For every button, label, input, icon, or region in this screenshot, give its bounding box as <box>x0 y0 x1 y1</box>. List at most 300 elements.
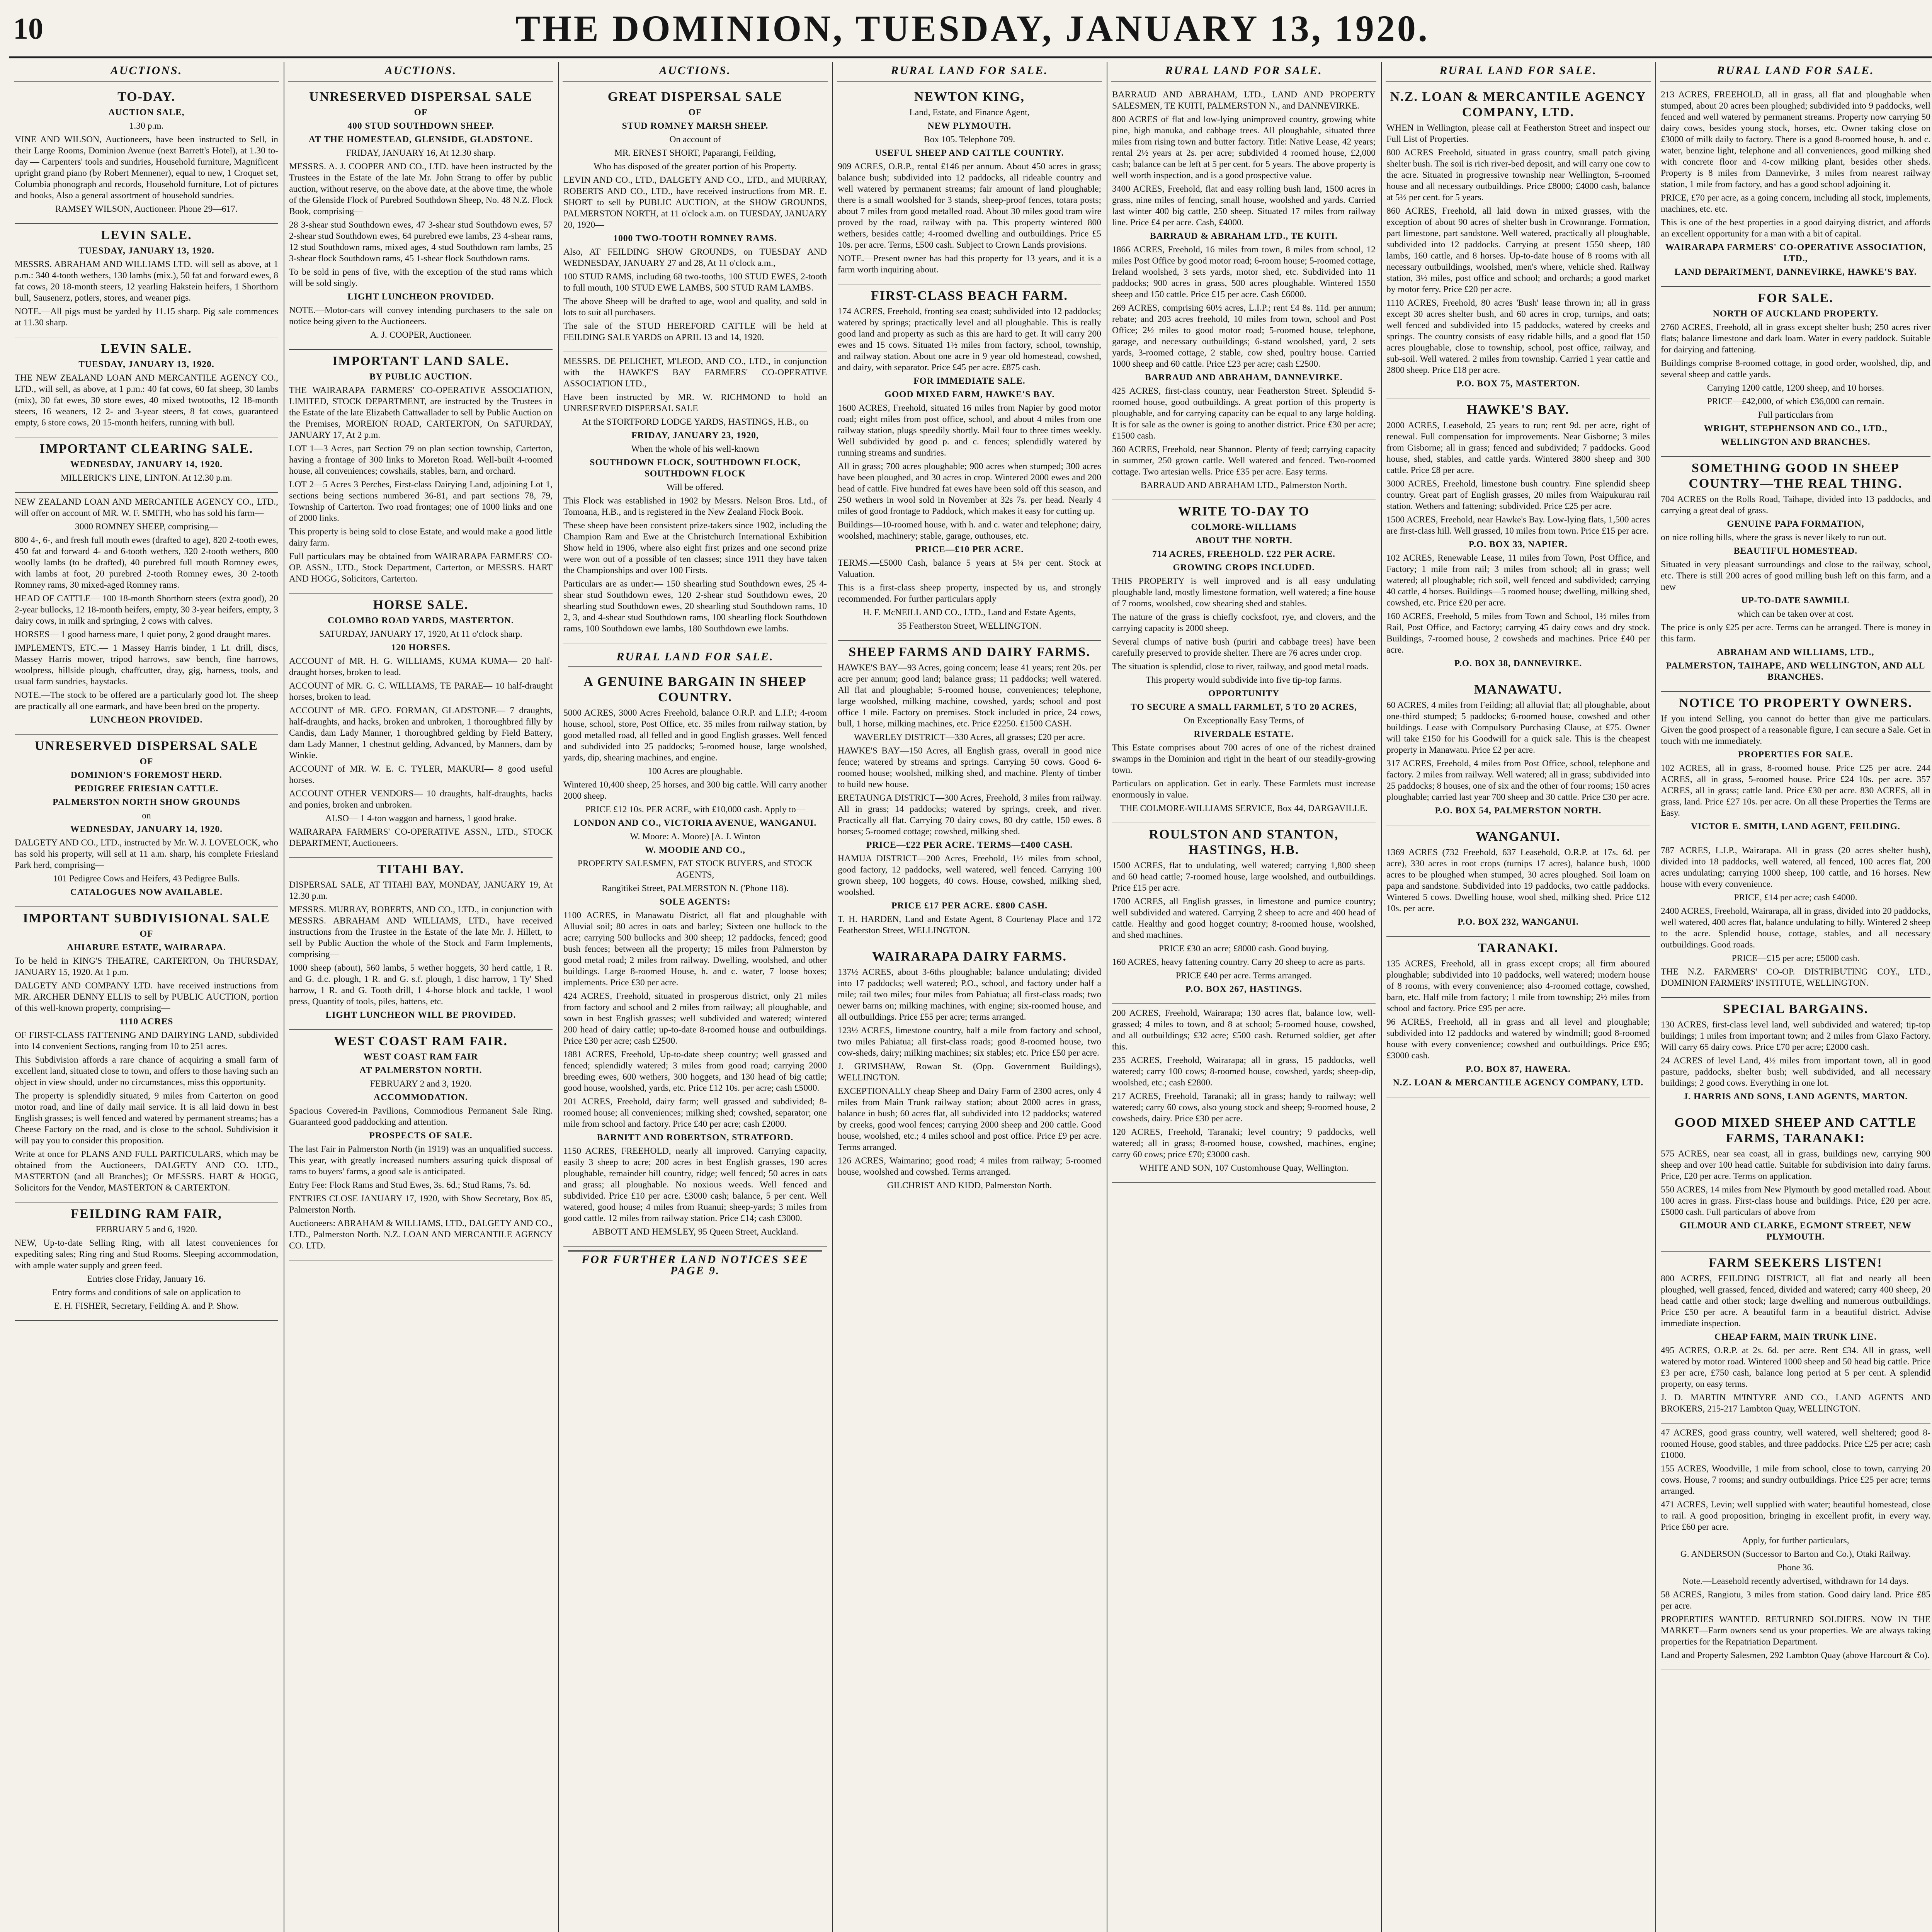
advertisement <box>15 437 278 493</box>
ad-line: Entry Fee: Flock Rams and Stud Ewes, 3s. 6d.; Stud Rams, 7s. 6d. <box>289 1180 531 1190</box>
ad-line: 102 ACRES, Renewable Lease, 11 miles from Town, Post Office, and Factory; 1 mile from rail; 3 miles from school; all in grass; well watered; all ploughable; rich soil, well fenced and subdivided; carrying 40 cattle, 4 horses. Buildings—5 roomed house; dwelling, milking shed, cowshed, etc. Price £20 per acre. <box>1386 553 1650 608</box>
ad-line: 424 ACRES, Freehold, situated in prosperous district, only 21 miles from factory and school and 2 miles from railway; all ploughable, and sown in best English grasses; well subdivided and watered; wintered 200 head of dairy cattle; up-to-date 8-roomed house and outbuildings. Price £30 per acre; cash £2500. <box>563 991 827 1046</box>
ad-line: 1881 ACRES, Freehold, Up-to-date sheep country; well grassed and fenced; splendidly watered; 3 miles from good road; carrying 2000 breeding ewes, 600 wethers, 300 hoggets, and 130 head of big cattle; good house, woolshed, yards, etc. Price £12 10s. per acre; cash £5000. <box>563 1049 827 1093</box>
ad-line: WRIGHT, STEPHENSON AND CO., LTD., <box>1704 423 1888 434</box>
ad-line: NEW, Up-to-date Selling Ring, with all latest conveniences for expediting sales; Ring ring and Stud Rooms. Sleeping accommodation, with ample water supply and green feed. <box>15 1238 278 1270</box>
ad-line: Entry forms and conditions of sale on application to <box>52 1287 241 1298</box>
ad-line: FOR IMMEDIATE SALE. <box>913 376 1026 386</box>
ad-line: UNRESERVED DISPERSAL SALE <box>309 90 532 104</box>
ad-line: 126 ACRES, Waimarino; good road; 4 miles from railway; 5-roomed house, woolshed and cowshed. Terms arranged. <box>838 1156 1101 1177</box>
advertisement <box>1661 998 1930 1111</box>
ad-line: Write at once for PLANS AND FULL PARTICULARS, which may be obtained from the Auctioneers, DALGETY AND CO. LTD., MASTERTON (and all Branches); Or MESSRS. HART & HOGG, Solicitors for the Vendor, MASTERTON & CARTERTON. <box>15 1149 278 1193</box>
ad-line: 120 HORSES. <box>391 643 451 653</box>
ad-line: HORSE SALE. <box>373 598 469 612</box>
ad-line: OF <box>139 929 153 939</box>
ad-line: The nature of the grass is chiefly cocksfoot, rye, and clovers, and the carrying capacity is 2000 sheep. <box>1112 612 1376 633</box>
ad-line: 2000 ACRES, Leasehold, 25 years to run; rent 9d. per acre, right of renewal. Full compensation for improvements. Near Gisborne; 3 miles from Gisborne; all in grass; fenced and subdivided; 7 paddocks. Good house, shed, stables, and cattle yards. Wintered 3800 sheep and 300 cattle. Price £8 per acre. <box>1386 420 1650 475</box>
ad-line: LOT 2—5 Acres 3 Perches, First-class Dairying Land, adjoining Lot 1, sections being sections numbered 36-81, and part sections 78, 79, Township of Carterton. Two road frontages; one of 1000 links and one of 2000 links. <box>289 480 553 523</box>
ad-line: THE COLMORE-WILLIAMS SERVICE, Box 44, DARGAVILLE. <box>1120 803 1367 813</box>
ad-line: MANAWATU. <box>1474 682 1562 697</box>
ad-line: GILCHRIST AND KIDD, Palmerston North. <box>887 1180 1052 1190</box>
advertisement <box>289 350 553 594</box>
advertisement <box>289 1030 553 1260</box>
advertisement <box>289 858 553 1030</box>
ad-line: NOTE.—Motor-cars will convey intending purchasers to the sale on notice being given to the Auctioneers. <box>289 305 553 327</box>
ad-line: HAWKE'S BAY—150 Acres, all English grass, overall in good nice fence; watered by streams and springs. Carrying 50 cows. Good 6-roomed house; woolshed, milking shed, and machine. Plenty of timber to build new house. <box>838 746 1101 789</box>
page-number: 10 <box>13 12 43 45</box>
ad-line: GROWING CROPS INCLUDED. <box>1173 563 1315 573</box>
ad-line: CHEAP FARM, MAIN TRUNK LINE. <box>1714 1332 1877 1342</box>
ad-line: This Flock was established in 1902 by Messrs. Nelson Bros. Ltd., of Tomoana, H.B., and is registered in the New Zealand Flock Book. <box>563 496 827 517</box>
ad-line: STUD ROMNEY MARSH SHEEP. <box>622 121 769 131</box>
ad-line: Auctioneers: ABRAHAM & WILLIAMS, LTD., DALGETY AND CO., LTD., Palmerston North. N.Z. LOAN AND MERCANTILE AGENCY CO. LTD. <box>289 1218 553 1251</box>
ad-line: 1100 ACRES, in Manawatu District, all flat and ploughable with Alluvial soil; 80 acres in oats and barley; Sixteen one bullock to the acre; carrying 500 bullocks and 300 sheep; 12 paddocks, fenced; good bush fences; between all the property; 15 miles from Palmerston by good metal road; 2 miles from railway. Dwelling, woolshed, and other buildings. Large 8-roomed House, h. and c. water, 7 loose boxes; implements. Price £30 per acre. <box>563 910 827 988</box>
advertisement <box>1661 85 1930 287</box>
ad-line: 96 ACRES, Freehold, all in grass and all level and ploughable; subdivided into 12 paddocks and watered by windmill; good 8-roomed house with every convenience; cowshed and outbuildings. Price £95; £3000 cash. <box>1386 1017 1650 1061</box>
ad-line: Full particulars from <box>1758 410 1833 420</box>
column-body <box>1655 85 1932 1670</box>
advertisement <box>15 907 278 1202</box>
advertisement <box>289 85 553 350</box>
ad-line: PROPERTIES WANTED. RETURNED SOLDIERS. NOW IN THE MARKET—Farm owners send us your properties. We are always taking properties for the Repatriation Department. <box>1661 1614 1930 1647</box>
ad-line: IMPORTANT LAND SALE. <box>332 354 509 368</box>
ad-line: Land, Estate, and Finance Agent, <box>909 107 1030 117</box>
ad-line: 317 ACRES, Freehold, 4 miles from Post Office, school, telephone and factory. 2 miles from railway. Well watered; all in grass; subdivided into 25 paddocks; 8 houses, one of six and the other of four rooms; 150 acres ploughable; carried last year 700 sheep and 30 cattle. Price £30 per acre. <box>1386 759 1650 802</box>
ad-line: J. D. MARTIN M'INTYRE AND CO., LAND AGENTS AND BROKERS, 215-217 Lambton Quay, WELLINGTON. <box>1661 1393 1930 1414</box>
ad-line: FEBRUARY 5 and 6, 1920. <box>95 1225 197 1235</box>
ad-line: 47 ACRES, good grass country, well watered, well sheltered; good 8-roomed House, good stables, and three paddocks. Price £25 per acre; cash £1000. <box>1661 1428 1930 1460</box>
ad-line: 200 ACRES, Freehold, Wairarapa; 130 acres flat, balance low, well-grassed; 4 miles to town, and 8 at school; 5-roomed house, cowshed, and all outbuildings; £32 acre; £500 cash. Returned soldier, get after this. <box>1112 1008 1376 1052</box>
ad-line: N.Z. LOAN & MERCANTILE AGENCY COMPANY, LTD. <box>1390 90 1646 119</box>
ad-line: GOOD MIXED SHEEP AND CATTLE FARMS, TARANAKI: <box>1674 1116 1917 1145</box>
ad-line: 1369 ACRES (732 Freehold, 637 Leasehold, O.R.P. at 17s. 6d. per acre), 330 acres in root crops (turnips 17 acres), balance bush, 1000 acres to be ploughed when stumped, 30 acres ploughed. Soil loam on papa and sandstone. Subdivided into 19 paddocks, two cattle paddocks. Wintered 5 cows. Dwelling house, wool shed, milking shed. Price £12 10s. per acre. <box>1386 847 1650 913</box>
ad-line: ACCOUNT of MR. G. C. WILLIAMS, TE PARAE— 10 half-draught horses, broken to lead. <box>289 681 553 702</box>
masthead-rule <box>9 56 1932 58</box>
advertisement <box>563 85 827 352</box>
ad-line: The price is only £25 per acre. Terms can be arranged. There is money in this farm. <box>1661 622 1930 644</box>
ad-line: WAIRARAPA FARMERS' CO-OPERATIVE ASSOCIATION, LTD., <box>1665 242 1926 264</box>
advertisement <box>1386 825 1650 937</box>
ad-line: 120 ACRES, Freehold, Taranaki; level country; 9 paddocks, well watered; all in grass; 8-roomed house, cowshed, machines, engine; carry 60 cows; price £70; £3000 cash. <box>1112 1127 1376 1160</box>
ad-line: 1000 TWO-TOOTH ROMNEY RAMS. <box>613 233 777 243</box>
ad-line: 100 STUD RAMS, including 68 two-tooths, 100 STUD EWES, 2-tooth to full mouth, 100 STUD EWE LAMBS, 500 STUD RAM LAMBS. <box>563 272 827 293</box>
column-rule <box>832 62 833 1932</box>
ad-line: 213 ACRES, FREEHOLD, all in grass, all flat and ploughable when stumped, about 20 acres been ploughed; subdivided into 9 paddocks, well fenced and well watered by permanent streams. Property now carrying 50 dairy cows, besides young stock, horses, etc. Owner taking close on £3000 of milk daily to factory. There is a good 8-roomed house, h. and c. water, benzine light, telephone and all conveniences, good milking shed with concrete floor and 4-cow milking plant, besides other sheds. Property is 8 miles from Dannevirke, 3 miles from nearest railway station, 1 mile from factory, and has a good school adjoining it. <box>1661 90 1930 189</box>
column-body <box>558 85 832 1280</box>
ad-line: TO-DAY. <box>117 90 175 104</box>
ad-line: ACCOUNT of MR. W. E. C. TYLER, MAKURI— 8 good useful horses. <box>289 764 553 785</box>
ad-line: 2400 ACRES, Freehold, Wairarapa, all in grass, divided into 20 paddocks, well watered, 400 acres flat, balance undulating to hilly. Wintered 2 sheep to the acre. Splendid house, cottage, stables, and all necessary outbuildings. Good roads. <box>1661 906 1931 950</box>
ad-line: 1110 ACRES, Freehold, 80 acres 'Bush' lease thrown in; all in grass except 30 acres shelter bush, and 60 acres in crop, turnips, and oats; well fenced and subdivided into 15 paddocks, watered by creeks and springs. The country consists of easy ridable hills, and a good flat 150 acres ploughable, close to township, school, post office, railway, and sub-soil. Well watered. 2 miles from township. Carried 1 year cattle and 2800 sheep. Price £18 per acre. <box>1386 298 1650 375</box>
ad-line: PROSPECTS OF SALE. <box>369 1131 473 1141</box>
ad-line: P.O. BOX 75, MASTERTON. <box>1456 379 1580 389</box>
ad-line: 130 ACRES, first-class level land, well subdivided and watered; tip-top buildings; 1 miles from important town; and 2 miles from Glaxo Factory. Will carry 65 dairy cows. Price £70 per acre; £2000 cash. <box>1661 1020 1930 1052</box>
ad-line: NEWTON KING, <box>914 90 1025 104</box>
ad-line: ENTRIES CLOSE JANUARY 17, 1920, with Show Secretary, Box 85, Palmerston North. <box>289 1194 553 1215</box>
ad-line: The property is splendidly situated, 9 miles from Carterton on good motor road, and line of daily mail service. It is all laid down in best English grasses; is well fenced and watered by permanent streams; has a Cheese Factory on the road, and is close to the school. Subdivision it will pay you to consider this proposition. <box>15 1091 278 1146</box>
ad-line: 425 ACRES, first-class country, near Featherston Street. Splendid 5-roomed house, good outbuildings. A great portion of this property is ploughable, and for carrying capacity can be equal to any large holding. It is for sale as the owner is going to another district. Price £30 per acre; £1500 cash. <box>1112 386 1376 441</box>
ad-line: which can be taken over at cost. <box>1737 609 1854 619</box>
advertisement <box>1386 398 1650 678</box>
ad-line: LOT 1—3 Acres, part Section 79 on plan section township, Carterton, having a frontage of 300 links to Moreton Road. Well-built 4-roomed house, all conveniences; cowshails, stables, barn, and orchard. <box>289 444 553 476</box>
ad-line: DISPERSAL SALE, AT TITAHI BAY, MONDAY, JANUARY 19, At 12.30 p.m. <box>289 880 553 901</box>
ad-line: P.O. BOX 87, HAWERA. <box>1466 1064 1571 1074</box>
advertisement <box>15 85 278 224</box>
ad-line: DALGETY AND COMPANY LTD. have received instructions from MR. ARCHER DENNY ELLIS to sell by PUBLIC AUCTION, portion of this well-known property, comprising— <box>15 981 278 1013</box>
ad-line: On Exceptionally Easy Terms, of <box>1184 716 1304 726</box>
ad-line: 235 ACRES, Freehold, Wairarapa; all in grass, 15 paddocks, well watered; carry 100 cows; 8-roomed house, cowshed, yards; sheep-dip, woolshed, etc.; cash £2800. <box>1112 1055 1376 1088</box>
ad-line: To be held in KING'S THEATRE, CARTERTON, On THURSDAY, JANUARY 15, 1920. At 1 p.m. <box>15 956 278 977</box>
ad-line: W. Moore: A. Moore) [A. J. Winton <box>630 832 760 842</box>
column-body <box>1107 85 1381 1183</box>
advertisement <box>838 85 1101 284</box>
ad-line: GREAT DISPERSAL SALE <box>607 90 783 104</box>
ad-line: J. GRIMSHAW, Rowan St. (Opp. Government Buildings), WELLINGTON. <box>838 1061 1101 1083</box>
ad-line: The sale of the STUD HEREFORD CATTLE will be held at FEILDING SALE YARDS on APRIL 13 and 14, 1920. <box>563 321 827 342</box>
ad-line: 3400 ACRES, Freehold, flat and easy rolling bush land, 1500 acres in grass, nine miles of fencing, small house, woolshed and yards. Carried last winter 400 big cattle, 250 sheep. Situated 17 miles from railway line. Price £4 per acre. Cash, £4000. <box>1112 184 1376 228</box>
advertisement <box>563 352 827 643</box>
ad-line: Apply, for further particulars, <box>1742 1536 1849 1546</box>
ad-line: FEBRUARY 2 and 3, 1920. <box>370 1079 472 1089</box>
ad-line: 160 ACRES, Freehold, 5 miles from Town and School, 1½ miles from Rail, Post Office, and Factory; carrying 45 dairy cows and dry stock. Buildings, 7-roomed house, 2 cowsheds and machines. Price £40 per acre. <box>1386 611 1650 655</box>
ad-line: 155 ACRES, Woodville, 1 mile from school, close to town, carrying 20 cows. House, 7 rooms; and sundry outbuildings. Price £25 per acre; terms arranged. <box>1661 1464 1930 1496</box>
ad-line: FEILDING RAM FAIR, <box>71 1207 222 1221</box>
classified-columns <box>9 62 1932 1932</box>
column-4 <box>832 62 1107 1932</box>
ad-line: COLOMBO ROAD YARDS, MASTERTON. <box>327 616 514 626</box>
ad-line: LAND DEPARTMENT, DANNEVIRKE, HAWKE'S BAY. <box>1674 267 1917 277</box>
ad-line: 714 ACRES, FREEHOLD. £22 PER ACRE. <box>1152 549 1336 559</box>
ad-line: NEW ZEALAND LOAN AND MERCANTILE AGENCY CO., LTD., will offer on account of MR. W. F. SMITH, who has sold his farm— <box>15 497 278 518</box>
ad-line: NOTE.—Present owner has had this property for 13 years, and it is a farm worth inquiring about. <box>838 253 1101 275</box>
ad-line: THE NEW ZEALAND LOAN AND MERCANTILE AGENCY CO., LTD., will sell, as above, at 1 p.m.: 40 fat cows, 60 fat sheep, 30 lambs (mix), 30 fat ewes, 30 store ewes, 40 mixed twotooths, 12 18-month steers, 16 weaners, 12 2- and 3-year steers, 8 fat cows, guaranteed empty, 6 store cows, 20 15-month heifers, running with bull. <box>15 373 278 428</box>
ad-line: RAMSEY WILSON, Auctioneer. Phone 29—617. <box>55 204 238 214</box>
ad-line: 135 ACRES, Freehold, all in grass except crops; all firm aboured ploughable; subdivided into 10 paddocks, well watered; modern house of 8 rooms, with every convenience; also 4-roomed cottage, cowshed, barn, etc. Half mile from factory; 1 mile from township; 2½ miles from school and factory. Price £95 per acre. <box>1386 959 1650 1014</box>
ad-line: To be sold in pens of five, with the exception of the stud rams which will be sold singly. <box>289 267 553 288</box>
ad-line: Rangitikei Street, PALMERSTON N. ('Phone 118). <box>602 883 789 893</box>
ad-line: P.O. BOX 54, PALMERSTON NORTH. <box>1435 806 1602 816</box>
ad-line: 909 ACRES, O.R.P., rental £146 per annum. About 450 acres in grass; balance bush; subdivided into 12 paddocks, all rideable country and well watered by permanent streams; fair amount of land ploughable; there is a small woolshed for 3 stands, sheep-proof fences, totara posts; about 7 miles from good metalled road. About 30 miles good tram wire proved by the road, railway with pa. This property wintered 800 wethers, besides cattle; 4-roomed dwelling and outbuildings. Price £5 10s. per acre. Terms, £500 cash. Subject to Crown Lands provisions. <box>838 162 1101 250</box>
ad-line: WEST COAST RAM FAIR <box>363 1052 478 1062</box>
ad-line: PROPERTY SALESMEN, FAT STOCK BUYERS, and STOCK AGENTS, <box>577 859 813 880</box>
ad-line: 800 ACRES of flat and low-lying unimproved country, growing white pine, high manuka, and cabbage trees. All ploughable, situated three miles from rising town and butter factory. Title: Native Lease, 42 years; rental 2½ years at 2s. per acre; subdivided 4 roomed house, £2,000 cash; balance can be left at 5 per cent. for 5 years. The above property is well worth inspection, and is a good prospective value. <box>1112 114 1376 180</box>
section-heading: RURAL LAND FOR SALE. <box>568 649 822 667</box>
ad-line: on <box>142 811 151 821</box>
ad-line: BEAUTIFUL HOMESTEAD. <box>1733 546 1858 556</box>
ad-line: Also, AT FEILDING SHOW GROUNDS, on TUESDAY AND WEDNESDAY, JANUARY 27 and 28, At 11 o'clock a.m., <box>563 247 827 268</box>
advertisement <box>1386 85 1650 398</box>
advertisement <box>1661 457 1930 692</box>
ad-line: ACCOUNT of MR. GEO. FORMAN, GLADSTONE— 7 draughts, half-draughts, and hacks, broken and unbroken, 1 thoroughbred filly by Candis, dam Lady Manner, 1 thoroughbred gelding by Field Battery, dam Lady Manner, 1 chestnut gelding, Advanced, by Manners, dam by Winkie. <box>289 706 553 760</box>
column-5 <box>1107 62 1381 1932</box>
ad-line: 1.30 p.m. <box>129 121 164 131</box>
ad-line: NOTE.—The stock to be offered are a particularly good lot. The sheep are practically all one earmark, and have been bred on the property. <box>15 690 278 711</box>
ad-line: A. J. COOPER, Auctioneer. <box>370 330 471 340</box>
ad-line: THIS PROPERTY is well improved and is all easy undulating ploughable land, mostly limestone formation, well watered; a fine house of 7 rooms, woolshed, cow shearing shed and stables. <box>1112 576 1376 609</box>
ad-line: WAVERLEY DISTRICT—330 Acres, all grasses; £20 per acre. <box>854 732 1085 742</box>
ad-line: 2760 ACRES, Freehold, all in grass except shelter bush; 250 acres river flats; balance limestone and dark loam. Water in every paddock. Suitable for dairying and fattening. <box>1661 322 1930 355</box>
ad-line: HAMUA DISTRICT—200 Acres, Freehold, 1½ miles from school, good factory, 12 paddocks, well watered, well fenced. Carrying 100 grown sheep, 100 hoggets, 40 cows. House, cowshed, milking shed, woolshed. <box>838 854 1101 897</box>
ad-line: These sheep have been consistent prize-takers since 1902, including the Champion Ram and Ewe at the Christchurch International Exhibition Show held in 1906, where also eight first prizes and one second prize were won out of a possible of ten classes; since 1911 they have taken the Championships and over 100 Firsts. <box>563 520 827 575</box>
ad-line: IMPLEMENTS, ETC.— 1 Massey Harris binder, 1 Lt. drill, discs, Massey Harris mower, tripod harrows, saw bench, fine harrows, woolpress, hillside plough, chaffcutter, dray, gig, harness, tools, and usual farm sundries, haystacks. <box>15 643 278 687</box>
ad-line: Particulars are as under:— 150 shearling stud Southdown ewes, 25 4-shear stud Southdown ewes, 120 2-shear stud Southdown ewes, 20 shearling stud Southdown ewes, 20 shearling stud Southdown rams, 10 2, 3, and 4-shear stud Southdown rams, 100 shearling flock Southdown rams, 100 Southdown ewe lambs, 180 Southdown ewe lambs. <box>563 579 827 634</box>
ad-line: WHITE AND SON, 107 Customhouse Quay, Wellington. <box>1139 1163 1349 1173</box>
column-heading: AUCTIONS. <box>14 62 279 82</box>
ad-line: FARM SEEKERS LISTEN! <box>1709 1256 1883 1270</box>
ad-line: BARRAUD AND ABRAHAM LTD., Palmerston North. <box>1140 480 1347 490</box>
advertisement <box>1661 1111 1930 1252</box>
ad-line: MESSRS. DE PELICHET, M'LEOD, AND CO., LTD., in conjunction with the HAWKE'S BAY FARMERS' CO-OPERATIVE ASSOCIATION LTD., <box>563 356 827 389</box>
ad-line: BY PUBLIC AUCTION. <box>369 372 472 382</box>
ad-line: CATALOGUES NOW AVAILABLE. <box>70 887 223 897</box>
ad-line: When the whole of his well-known <box>631 444 759 454</box>
ad-line: 269 ACRES, comprising 60½ acres, L.I.P.; rent £4 8s. 11d. per annum; rebate; and 203 acres freehold, 10 miles from town, school and Post Office; 2½ miles to good motor road; 5-roomed house, telephone, garage, and necessary outbuildings; 6-stand woolshed, yard, 2 sets yards, 3-roomed cottage, 2 stable, cow shed, poultry house. Carried 1000 sheep and 60 cattle. Price £23 per acre; cash £2500. <box>1112 303 1376 369</box>
ad-line: All in grass; 700 acres ploughable; 900 acres when stumped; 300 acres have been ploughed, and 30 acres in crop. Wintered 2000 ewes and 200 head of cattle. Five hundred fat ewes have been sold off this season, and 250 wethers in wool sold in November at 32s 7s. per head. Nearly 4 miles of good frontage to Paddock, which makes it easy for cutting up. <box>838 461 1101 516</box>
ad-line: IMPORTANT SUBDIVISIONAL SALE <box>23 911 270 925</box>
advertisement <box>1661 841 1930 998</box>
ad-line: PROPERTIES FOR SALE. <box>1738 750 1853 760</box>
ad-line: Have been instructed by MR. W. RICHMOND to hold an UNRESERVED DISPERSAL SALE <box>563 392 827 413</box>
ad-line: LIGHT LUNCHEON WILL BE PROVIDED. <box>325 1010 516 1020</box>
ad-line: SOLE AGENTS: <box>660 897 731 907</box>
ad-line: PRICE, £14 per acre; cash £4000. <box>1734 893 1857 903</box>
ad-line: This property is being sold to close Estate, and would make a good little dairy farm. <box>289 527 553 548</box>
ad-line: 101 Pedigree Cows and Heifers, 43 Pedigree Bulls. <box>53 874 240 884</box>
column-body <box>9 85 284 1321</box>
masthead <box>9 5 1932 56</box>
ad-line: IMPORTANT CLEARING SALE. <box>39 442 253 456</box>
ad-line: E. H. FISHER, Secretary, Feilding A. and P. Show. <box>54 1301 239 1311</box>
ad-line: DOMINION'S FOREMOST HERD. <box>70 770 223 780</box>
ad-line: PEDIGREE FRIESIAN CATTLE. <box>74 784 219 794</box>
ad-line: Land and Property Salesmen, 292 Lambton Quay (above Harcourt & Co). <box>1661 1650 1930 1660</box>
ad-line: ROULSTON AND STANTON, HASTINGS, H.B. <box>1149 827 1339 857</box>
ad-line: Several clumps of native bush (puriri and cabbage trees) have been carefully preserved to provide shelter. There are 76 acres under crop. <box>1112 637 1376 658</box>
ad-line: WANGANUI. <box>1476 830 1561 844</box>
ad-line: FRIDAY, JANUARY 16, At 12.30 sharp. <box>346 148 496 158</box>
ad-line: HORSES— 1 good harness mare, 1 quiet pony, 2 good draught mares. <box>15 629 271 639</box>
ad-line: PRICE £30 an acre; £8000 cash. Good buying. <box>1158 944 1329 954</box>
ad-line: MESSRS. A. J. COOPER AND CO., LTD. have been instructed by the Trustees in the Estate of the late Mr. John Strang to offer by public auction, without reserve, on the above date, at the above time, the whole of the Glenside Flock of Purebred Southdown Sheep, No. 48 N.Z. Flock Book, comprising— <box>289 162 553 216</box>
ad-line: ACCOUNT OTHER VENDORS— 10 draughts, half-draughts, hacks and ponies, broken and unbroken. <box>289 789 553 810</box>
ad-line: PRICE, £70 per acre, as a going concern, including all stock, implements, machines, etc. etc. <box>1661 193 1930 214</box>
ad-line: G. ANDERSON (Successor to Barton and Co.), Otaki Railway. <box>1680 1549 1911 1559</box>
ad-line: On account of <box>669 134 721 145</box>
ad-line: SOMETHING GOOD IN SHEEP COUNTRY—THE REAL THING. <box>1689 461 1903 491</box>
ad-line: OF <box>139 757 153 767</box>
column-3 <box>558 62 832 1932</box>
ad-line: This property would subdivide into five tip-top farms. <box>1146 675 1342 685</box>
ad-line: WHEN in Wellington, please call at Featherston Street and inspect our Full List of Properties. <box>1386 123 1650 144</box>
advertisement <box>1112 823 1376 1004</box>
ad-line: PRICE £17 PER ACRE. £800 CASH. <box>891 901 1048 911</box>
advertisement <box>289 594 553 858</box>
ad-line: RIVERDALE ESTATE. <box>1194 729 1294 739</box>
ad-line: COLMORE-WILLIAMS <box>1191 522 1297 532</box>
ad-line: ABRAHAM AND WILLIAMS, LTD., <box>1717 647 1874 657</box>
ad-line: This Estate comprises about 700 acres of one of the richest drained swamps in the Dominion and right in the heart of our steadily-growing town. <box>1112 743 1376 775</box>
ad-line: ABOUT THE NORTH. <box>1195 536 1293 546</box>
advertisement <box>838 945 1101 1200</box>
ad-line: ACCOUNT of MR. H. G. WILLIAMS, KUMA KUMA— 20 half-draught horses, broken to lead. <box>289 656 553 677</box>
ad-line: 495 ACRES, O.R.P. at 2s. 6d. per acre. Rent £34. All in grass, well watered by motor road. Wintered 1000 sheep and 50 head big cattle. Price £3 per acre, £750 cash, balance long period at 5 per cent. A splendid property, on easy terms. <box>1661 1345 1930 1389</box>
ad-line: The above Sheep will be drafted to age, wool and quality, and sold in lots to suit all purchasers. <box>563 296 827 318</box>
ad-line: 3000 ROMNEY SHEEP, comprising— <box>75 522 218 532</box>
ad-line: Situated in very pleasant surroundings and close to the railway, school, etc. There is still 200 acres of good milling bush left on this farm, and a new <box>1661 560 1930 592</box>
column-body <box>284 85 558 1260</box>
ad-line: 3000 ACRES, Freehold, limestone bush country. Fine splendid sheep country. Great part of English grasses, 20 miles from Waipukurau rail station. Wethers and fattening; subdivided. Price £25 per acre. <box>1386 479 1650 511</box>
ad-line: T. H. HARDEN, Land and Estate Agent, 8 Courtenay Place and 172 Featherston Street, WELLINGTON. <box>838 914 1101 935</box>
column-heading: AUCTIONS. <box>563 62 828 82</box>
ad-line: OPPORTUNITY <box>1208 689 1279 699</box>
ad-line: TITAHI BAY. <box>377 862 464 876</box>
ad-line: 100 Acres are ploughable. <box>648 766 743 776</box>
ad-line: 800 ACRES, FEILDING DISTRICT, all flat and nearly all been ploughed, well grassed, fenced, divided and watered; carry 400 sheep, 20 head cattle and other stock; large dwelling and numerous outbuildings. Price £50 per acre. A beautiful farm in a beautiful district. Advise immediate inspection. <box>1661 1274 1930 1328</box>
ad-line: 800 4-, 6-, and fresh full mouth ewes (drafted to age), 820 2-tooth ewes, 450 fat and forward 4- and 6-tooth wethers, 320 2-tooth wethers, 800 woolly lambs (to be drafted), 40 purebred full mouth Romney ewes, with lambs at foot, 20 purebred 2-tooth Romney ewes, 30 2-tooth Romney rams, 30 mixed-aged Romney rams. <box>15 535 278 590</box>
ad-line: PALMERSTON NORTH SHOW GROUNDS <box>53 797 240 807</box>
ad-line: 787 ACRES, L.I.P., Wairarapa. All in grass (20 acres shelter bush), divided into 18 paddocks, well watered, all fenced, 100 acres flat, 200 acres undulating; carrying 1000 sheep, 100 cattle, and 16 horses. New house with every convenience. <box>1661 845 1930 889</box>
ad-line: 575 ACRES, near sea coast, all in grass, buildings new, carrying 900 sheep and over 100 head cattle. Suitable for subdivision into dairy farms. Price, £20 per acre. Terms on application. <box>1661 1149 1930 1181</box>
newspaper-title: THE DOMINION, TUESDAY, JANUARY 13, 1920. <box>515 8 1430 49</box>
ad-line: Buildings comprise 8-roomed cottage, in good order, woolshed, dip, and several sheep and cattle yards. <box>1661 358 1930 379</box>
ad-line: H. F. McNEILL AND CO., LTD., Land and Estate Agents, <box>863 607 1076 617</box>
ad-line: J. HARRIS AND SONS, LAND AGENTS, MARTON. <box>1683 1092 1908 1102</box>
ad-line: EXCEPTIONALLY cheap Sheep and Dairy Farm of 2300 acres, only 4 miles from Main Trunk railway station; about 2000 acres in grass, balance in bush; 60 acres flat, all subdivided into 12 paddocks; watered by creeks, good wool fences; carrying 2000 sheep and 200 cattle. Good house, woolshed, etc.; 4 miles school and post office. Price £9 per acre. Terms arranged. <box>838 1086 1101 1152</box>
advertisement <box>1661 287 1930 457</box>
ad-line: TARANAKI. <box>1478 941 1559 955</box>
advertisement <box>1112 500 1376 823</box>
ad-line: WAIRARAPA FARMERS' CO-OPERATIVE ASSN., LTD., STOCK DEPARTMENT, Auctioneers. <box>289 827 553 848</box>
ad-line: 24 ACRES of level Land, 4½ miles from important town, all in good pasture, paddocks, shelter bush; well subdivided, and all necessary buildings; 2 good cows. Everything in one lot. <box>1661 1056 1930 1088</box>
advertisement <box>1661 1423 1930 1670</box>
column-7 <box>1655 62 1932 1932</box>
ad-line: AT THE HOMESTEAD, GLENSIDE, GLADSTONE. <box>308 134 533 145</box>
column-body <box>832 85 1107 1200</box>
ad-line: WEDNESDAY, JANUARY 14, 1920. <box>70 459 223 469</box>
advertisement <box>1112 1004 1376 1183</box>
ad-line: 58 ACRES, Rangiotu, 3 miles from station. Good dairy land. Price £85 per acre. <box>1661 1590 1930 1611</box>
ad-line: GOOD MIXED FARM, HAWKE'S BAY. <box>884 389 1055 400</box>
ad-line: UP-TO-DATE SAWMILL <box>1741 595 1850 605</box>
ad-line: USEFUL SHEEP AND CATTLE COUNTRY. <box>875 148 1064 158</box>
ad-line: GILMOUR AND CLARKE, EGMONT STREET, NEW PLYMOUTH. <box>1679 1221 1912 1242</box>
ad-line: WEST COAST RAM FAIR. <box>334 1034 508 1048</box>
ad-line: SATURDAY, JANUARY 17, 1920, At 11 o'clock sharp. <box>319 629 522 639</box>
ad-line: This Subdivision affords a rare chance of acquiring a small farm of excellent land, situated close to town, and offers to those having such an object in view should, under no circumstances, miss this opportunity. <box>15 1055 278 1087</box>
ad-line: AT PALMERSTON NORTH. <box>359 1065 482 1075</box>
ad-line: N.Z. LOAN & MERCANTILE AGENCY COMPANY, LTD. <box>1393 1078 1644 1088</box>
ad-line: PRICE—£10 PER ACRE. <box>915 544 1024 554</box>
ad-line: LONDON AND CO., VICTORIA AVENUE, WANGANUI. <box>573 818 817 828</box>
ad-line: Entries close Friday, January 16. <box>87 1274 206 1284</box>
ad-line: 1500 ACRES, flat to undulating, well watered; carrying 1,800 sheep and 60 head cattle; 7-roomed house, large woolshed, and outbuildings. Price £15 per acre. <box>1112 861 1376 893</box>
ad-line: MILLERICK'S LINE, LINTON. At 12.30 p.m. <box>61 473 232 483</box>
column-rule <box>1655 62 1656 1932</box>
ad-line: DALGETY AND CO., LTD., instructed by Mr. W. J. LOVELOCK, who has sold his property, will sell at 11 a.m. sharp, his complete Friesland Park herd, comprising— <box>15 838 278 870</box>
ad-line: BARNITT AND ROBERTSON, STRATFORD. <box>597 1133 794 1143</box>
advertisement <box>15 337 278 437</box>
advertisement <box>838 641 1101 945</box>
advertisement <box>838 284 1101 641</box>
ad-line: 800 ACRES Freehold, situated in grass country, small patch giving shelter bush. The soil is rich river-bed deposit, and will carry one cow to the acre. Situated in progressive township near Wellington, 5-roomed house and all necessary outbuildings. Price £8000; £4000 cash, balance at 5½ per cent. for 5 years. <box>1386 148 1650 202</box>
ad-line: This is a first-class sheep property, inspected by us, and strongly recommended. For further particulars apply <box>838 583 1101 604</box>
ad-line: THE N.Z. FARMERS' CO-OP. DISTRIBUTING COY., LTD., DOMINION FARMERS' INSTITUTE, WELLINGTON. <box>1661 967 1930 988</box>
column-heading: RURAL LAND FOR SALE. <box>837 62 1102 82</box>
ad-line: 28 3-shear stud Southdown ewes, 47 3-shear stud Southdown ewes, 57 2-shear stud Southdown ewes, 64 purebred ewe lambs, 23 4-shear rams, 12 stud Southdown rams, mixed ages, 4 stud Southdown ram lambs, 25 3-shear flock Southdown rams, 45 1-shear flock Southdown rams. <box>289 220 553 264</box>
ad-line: on nice rolling hills, where the grass is never likely to run out. <box>1661 532 1886 543</box>
ad-line: 60 ACRES, 4 miles from Feilding; all alluvial flat; all ploughable, about one-third stumped; 5 paddocks; 6-roomed house, cowshed and other buildings. Lease with Compulsory Purchasing Clause, at £75. Owner will take £150 for his Goodwill for a quick sale. This is the cheapest property in Manawatu. Price £2 per acre. <box>1386 700 1650 755</box>
ad-line: 1110 ACRES <box>119 1017 173 1027</box>
ad-line: A GENUINE BARGAIN IN SHEEP COUNTRY. <box>583 675 807 704</box>
ad-line: LIGHT LUNCHEON PROVIDED. <box>347 292 494 302</box>
ad-line: OF <box>688 107 702 117</box>
ad-line: OF FIRST-CLASS FATTENING AND DAIRYING LAND, subdivided into 14 convenient Sections, ranging from 10 to 251 acres. <box>15 1030 278 1051</box>
ad-line: TO SECURE A SMALL FARMLET, 5 TO 20 ACRES, <box>1131 702 1357 712</box>
column-heading: RURAL LAND FOR SALE. <box>1660 62 1931 82</box>
ad-line: VICTOR E. SMITH, LAND AGENT, FEILDING. <box>1691 821 1900 832</box>
ad-line: Carrying 1200 cattle, 1200 sheep, and 10 horses. <box>1707 383 1884 393</box>
ad-line: BARRAUD & ABRAHAM LTD., TE KUITI. <box>1150 231 1338 241</box>
ad-line: P.O. BOX 267, HASTINGS. <box>1185 984 1303 994</box>
ad-line: TERMS.—£5000 Cash, balance 5 years at 5¼ per cent. Stock at Valuation. <box>838 558 1101 579</box>
ad-line: Spacious Covered-in Pavilions, Commodious Permanent Sale Ring. Guaranteed good paddocking and attention. <box>289 1106 553 1127</box>
advertisement <box>1386 937 1650 1097</box>
ad-line: 5000 ACRES, 3000 Acres Freehold, balance O.R.P. and L.I.P.; 4-room house, school, store, Post Office, etc. 35 miles from railway station, by good metalled road, all felled and in good English grasses. Well fenced and subdivided into 25 paddocks; 5-roomed house, large woolshed, yards, dip, shearing machines, and engine. <box>563 708 827 763</box>
ad-line: 102 ACRES, all in grass, 8-roomed house. Price £25 per acre. 244 ACRES, all in grass, 5-roomed house. Price £24 10s. per acre. 357 ACRES, all in grass; cattle land. Price £30 per acre. 830 ACRES, all in grass, land. Price £27 10s. per acre. On all these Properties the Terms are Easy. <box>1661 763 1930 818</box>
ad-line: Who has disposed of the greater portion of his Property. <box>594 162 797 172</box>
advertisement <box>1661 1252 1930 1423</box>
ad-line: FRIDAY, JANUARY 23, 1920, <box>631 430 759 440</box>
ad-line: 35 Featherston Street, WELLINGTON. <box>898 621 1041 631</box>
ad-line: 704 ACRES on the Rolls Road, Taihape, divided into 13 paddocks, and carrying a great deal of grass. <box>1661 494 1930 515</box>
ad-line: P.O. BOX 33, NAPIER. <box>1468 539 1568 549</box>
ad-line: Wintered 10,400 sheep, 25 horses, and 300 big cattle. Will carry another 2000 sheep. <box>563 780 827 801</box>
ad-line: WRITE TO-DAY TO <box>1178 504 1310 519</box>
column-rule <box>1381 62 1382 1932</box>
ad-line: 550 ACRES, 14 miles from New Plymouth by good metalled road. About 100 acres in grass. First-class house and buildings. Price, £20 per acre. £5000 cash. Full particulars of above from <box>1661 1185 1930 1217</box>
ad-line: WELLINGTON AND BRANCHES. <box>1721 437 1871 447</box>
ad-line: 400 STUD SOUTHDOWN SHEEP. <box>347 121 494 131</box>
ad-line: 217 ACRES, Freehold, Taranaki; all in grass; handy to railway; well watered; carry 60 cows, also young stock and sheep; 9-roomed house, 2 cowsheds, dairy. Price £30 per acre. <box>1112 1091 1376 1124</box>
ad-line: SOUTHDOWN FLOCK, SOUTHDOWN FLOCK, SOUTHDOWN FLOCK <box>590 457 801 479</box>
ad-line: LUNCHEON PROVIDED. <box>90 715 203 725</box>
advertisement <box>15 224 278 337</box>
ad-line: SPECIAL BARGAINS. <box>1723 1002 1868 1016</box>
ad-line: If you intend Selling, you cannot do better than give me particulars. Given the good prospect of a reasonable figure, I can secure a Sale. Get in touch with me immediately. <box>1661 714 1930 746</box>
ad-line: HAWKE'S BAY. <box>1467 403 1570 417</box>
ad-line: Will be offered. <box>666 482 724 492</box>
ad-line: ALSO— 1 4-ton waggon and harness, 1 good brake. <box>325 813 517 823</box>
ad-line: The situation is splendid, close to river, railway, and good metal roads. <box>1112 662 1369 672</box>
ad-line: NOTE.—All pigs must be yarded by 11.15 sharp. Pig sale commences at 11.30 sharp. <box>15 306 278 328</box>
advertisement <box>1386 678 1650 825</box>
ad-line: AUCTION SALE, <box>108 107 185 117</box>
advertisement <box>15 735 278 907</box>
ad-line: AHIARURE ESTATE, WAIRARAPA. <box>67 942 226 952</box>
ad-line: 471 ACRES, Levin; well supplied with water; beautiful homestead, close to rail. A good proposition, bringing in excellent profit, in every way. Price £60 per acre. <box>1661 1500 1930 1532</box>
ad-line: HEAD OF CATTLE— 100 18-month Shorthorn steers (extra good), 20 2-year bullocks, 12 18-month heifers, empty, 30 3-year heifers, empty, 3 dairy cows, in milk and springing, 2 cows with calves. <box>15 594 278 626</box>
ad-line: Full particulars may be obtained from WAIRARAPA FARMERS' CO-OP. ASSN., LTD., Stock Department, Carterton, or MESSRS. HART AND HOGG, Solicitors, Carterton. <box>289 551 553 584</box>
ad-line: TUESDAY, JANUARY 13, 1920. <box>78 359 214 369</box>
ad-line: HAWKE'S BAY—93 Acres, going concern; lease 41 years; rent 20s. per acre per annum; good land; balance grass; 11 paddocks; well watered. All flat and ploughable; 5-roomed house, conveniences; telephone, large woolshed, milking machine, cowshed, yards; school and post office 1 mile. Factory on premises. Stock included in price, 24 cows, bull, 1 horse, milking machines, etc. Price £2250. £1500 CASH. <box>838 663 1101 729</box>
ad-line: LEVIN SALE. <box>101 342 192 356</box>
ad-line: Buildings—10-roomed house, with h. and c. water and telephone; dairy, woolshed, machinery; stable, garage, outhouses, etc. <box>838 520 1101 541</box>
column-heading: RURAL LAND FOR SALE. <box>1111 62 1376 82</box>
advertisement <box>1112 85 1376 500</box>
ad-line: NORTH OF AUCKLAND PROPERTY. <box>1713 309 1879 319</box>
ad-line: WAIRARAPA DAIRY FARMS. <box>872 949 1067 964</box>
ad-line: MR. ERNEST SHORT, Paparangi, Feilding, <box>614 148 776 158</box>
